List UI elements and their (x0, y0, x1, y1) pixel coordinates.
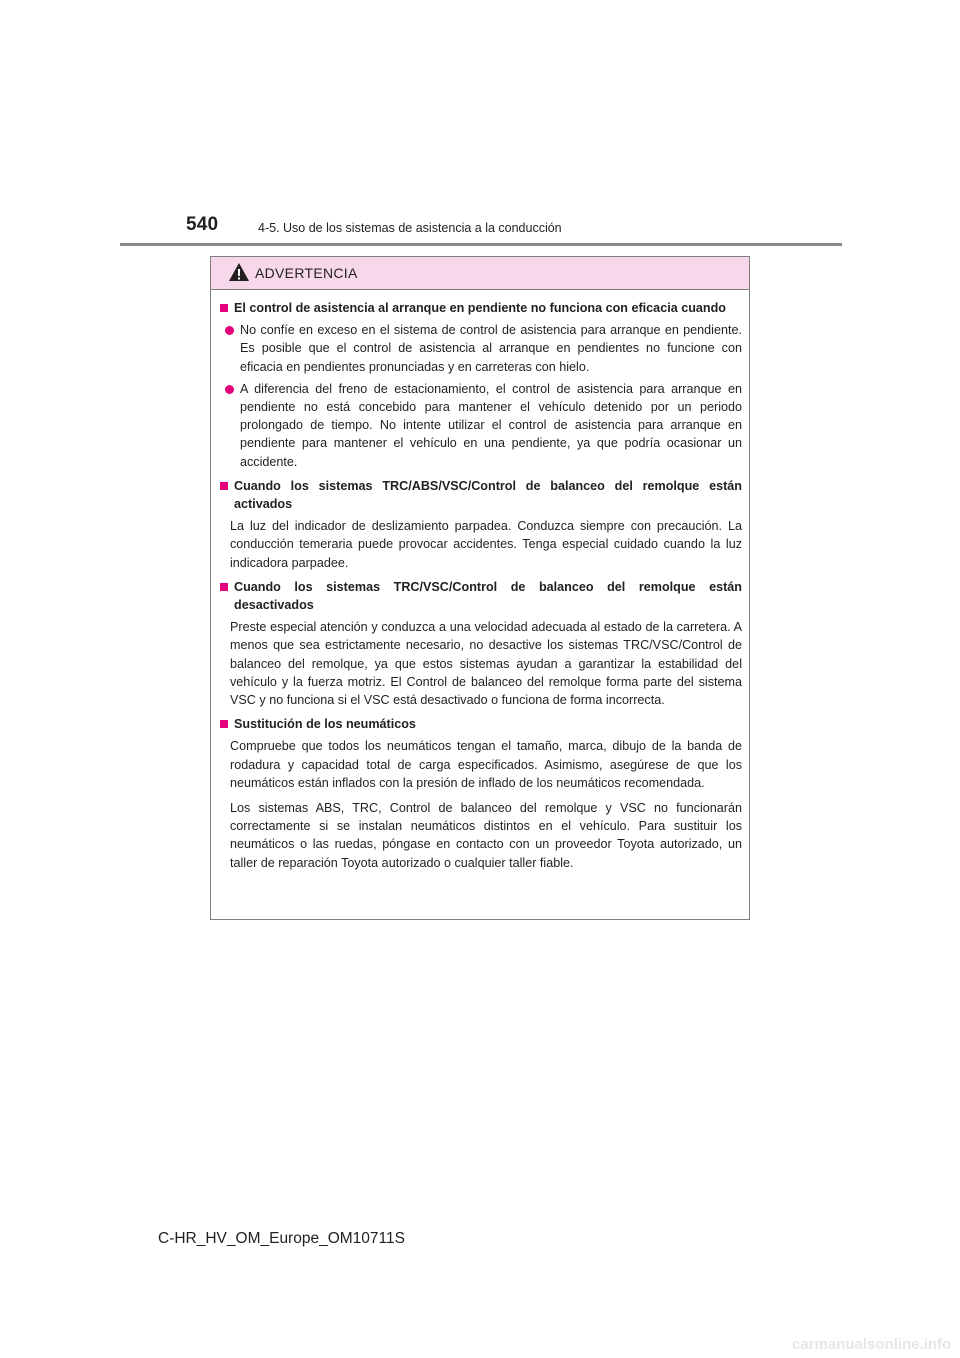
watermark: carmanualsonline.info (792, 1336, 952, 1353)
list-item (218, 321, 742, 376)
section-heading (218, 299, 742, 317)
warning-section (218, 715, 742, 872)
list-item-text: A diferencia del freno de estacionamiento, el control de asistencia para arranque en pendiente no está concebido para mantener el vehículo detenido por un periodo prolongado de tiempo. No intente utilizar el control de asistencia para arranque en pendiente para mantener el vehículo en una pendiente, ya que podría ocasionar un accidente. (240, 381, 742, 469)
page-number: 540 (186, 214, 219, 235)
paragraph: La luz del indicador de deslizamiento parpadea. Conduzca siempre con precaución. La conducción temeraria puede provocar accidentes. Tenga especial cuidado cuando la luz indicadora parpadee. (230, 519, 742, 570)
section-heading-text: Cuando los sistemas TRC/VSC/Control de balanceo del remolque están desactivados (234, 579, 742, 613)
paragraph: Los sistemas ABS, TRC, Control de balanceo del remolque y VSC no funcionarán correctamente si se instalan neumáticos distintos en el vehículo. Para sustituir los neumáticos o las ruedas, póngase en contacto con un proveedor Toyota autorizado, un taller de reparación Toyota autorizado o cualquier taller fiable. (230, 801, 742, 870)
round-bullet-icon (225, 385, 234, 394)
round-bullet-icon (225, 326, 234, 335)
section-heading-text: El control de asistencia al arranque en pendiente no funciona con eficacia cuando (234, 301, 726, 315)
section-heading (218, 715, 742, 733)
warning-section (218, 299, 742, 471)
warning-triangle-icon (228, 262, 250, 282)
warning-section (218, 578, 742, 709)
section-heading (218, 578, 742, 614)
list-item (218, 380, 742, 471)
warning-section (218, 477, 742, 572)
warning-body (211, 290, 749, 872)
header-rule (120, 243, 842, 246)
square-bullet-icon (220, 583, 228, 591)
section-title: 4-5. Uso de los sistemas de asistencia a la conducción (258, 221, 562, 235)
section-heading-text: Sustitución de los neumáticos (234, 717, 416, 732)
warning-header (211, 257, 749, 290)
square-bullet-icon (220, 482, 228, 490)
paragraph: Compruebe que todos los neumáticos tengan el tamaño, marca, dibujo de la banda de rodadura y capacidad total de carga especificados. Asimismo, asegúrese de que los neumáticos están inflados con la presión de inflado de los neumáticos recomendada. (230, 739, 742, 790)
square-bullet-icon (220, 720, 228, 728)
warning-title: ADVERTENCIA (255, 265, 358, 281)
warning-box (210, 256, 750, 920)
document-code: C-HR_HV_OM_Europe_OM10711S (158, 1230, 405, 1247)
section-heading (218, 477, 742, 513)
list-item-text: No confíe en exceso en el sistema de control de asistencia para arranque en pendiente. Es posible que el control de asistencia al arranque en pendientes no funcione con eficacia en pendientes pronunciadas y en carreteras con hielo. (240, 323, 742, 374)
paragraph: Preste especial atención y conduzca a una velocidad adecuada al estado de la carretera. A menos que sea estrictamente necesario, no desactive los sistemas TRC/VSC/Control de balanceo del remolque, ya que estos sistemas ayudan a garantizar la estabilidad del vehículo y la fuerza motriz. El Control de balanceo del remolque forma parte del sistema VSC y no funciona si el VSC está desactivado o funciona de forma incorrecta. (230, 620, 742, 708)
square-bullet-icon (220, 304, 228, 312)
section-heading-text: Cuando los sistemas TRC/ABS/VSC/Control de balanceo del remolque están activados (234, 478, 742, 512)
